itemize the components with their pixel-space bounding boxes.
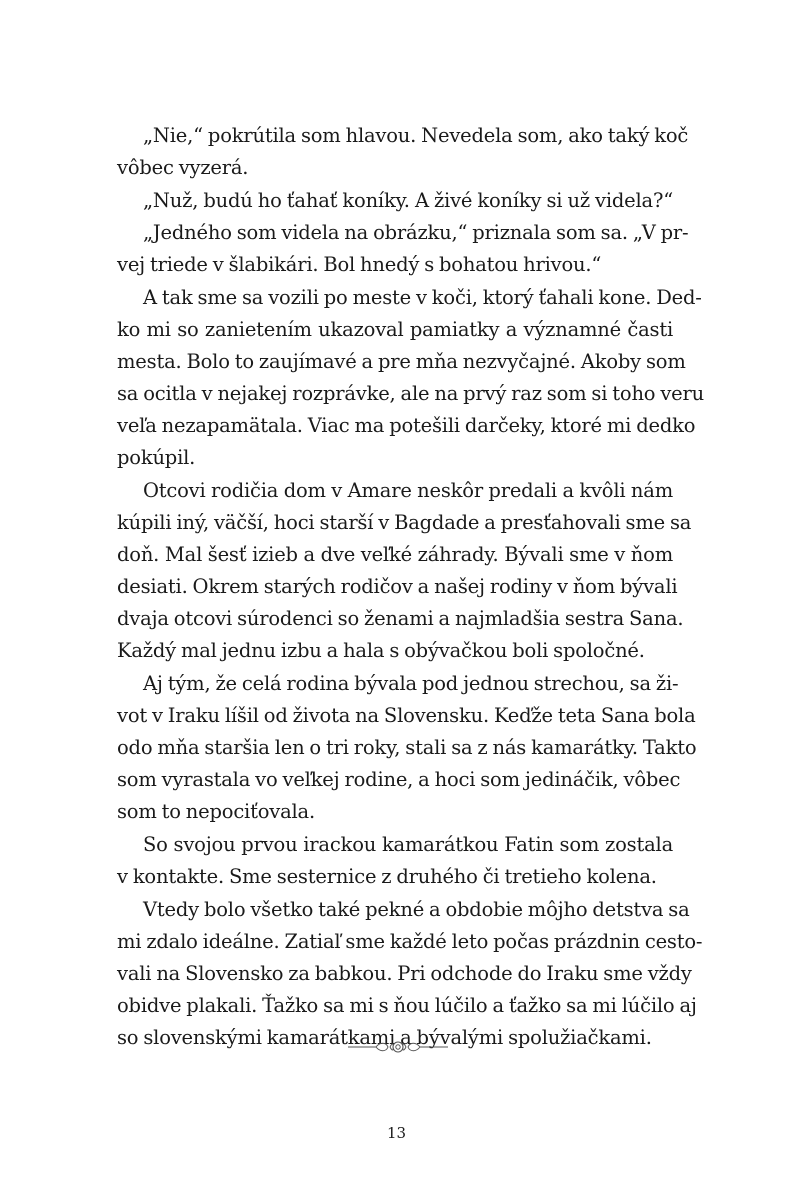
text-line: Otcovi rodičia dom v Amare neskôr predali a kvôli nám xyxy=(143,479,673,502)
text-line: „Jedného som videla na obrázku,“ priznala som sa. „V pr- xyxy=(143,221,689,244)
text-line: doň. Mal šesť izieb a dve veľké záhrady. Bývali sme v ňom xyxy=(117,543,673,566)
text-line: odo mňa staršia len o tri roky, stali sa z nás kamarátky. Takto xyxy=(117,736,697,759)
text-line: vali na Slovensko za babkou. Pri odchode do Iraku sme vždy xyxy=(117,962,692,985)
text-line: „Nie,“ pokrútila som hlavou. Nevedela som, ako taký koč xyxy=(143,124,689,147)
text-line: dvaja otcovi súrodenci so ženami a najmladšia sestra Sana. xyxy=(117,607,684,630)
text-line: vot v Iraku líšil od života na Slovensku. Keďže teta Sana bola xyxy=(117,704,696,727)
text-line: Každý mal jednu izbu a hala s obývačkou boli spoločné. xyxy=(117,639,645,662)
floral-divider-icon xyxy=(346,1036,450,1058)
text-line: So svojou prvou irackou kamarátkou Fatin som zostala xyxy=(143,833,673,856)
page-number: 13 xyxy=(386,1124,407,1142)
text-line: vôbec vyzerá. xyxy=(117,156,249,179)
text-line: som vyrastala vo veľkej rodine, a hoci som jedináčik, vôbec xyxy=(117,768,681,791)
text-line: vej triede v šlabikári. Bol hnedý s bohatou hrivou.“ xyxy=(117,253,602,276)
text-line: Vtedy bolo všetko také pekné a obdobie môjho detstva sa xyxy=(143,898,690,921)
text-line: obidve plakali. Ťažko sa mi s ňou lúčilo a ťažko sa mi lúčilo aj xyxy=(117,994,697,1017)
text-line: so slovenskými kamarátkami a bývalými spolužiačkami. xyxy=(117,1026,652,1049)
text-line: desiati. Okrem starých rodičov a našej rodiny v ňom bývali xyxy=(117,575,678,598)
text-line: mesta. Bolo to zaujímavé a pre mňa nezvyčajné. Akoby som xyxy=(117,350,686,373)
text-line: kúpili iný, väčší, hoci starší v Bagdade a presťahovali sme sa xyxy=(117,511,692,534)
text-line: v kontakte. Sme sesternice z druhého či tretieho kolena. xyxy=(117,865,657,888)
text-line: veľa nezapamätala. Viac ma potešili darčeky, ktoré mi dedko xyxy=(117,414,696,437)
text-line: mi zdalo ideálne. Zatiaľ sme každé leto počas prázdnin cesto- xyxy=(117,930,703,953)
text-line: A tak sme sa vozili po meste v koči, ktorý ťahali kone. Ded- xyxy=(143,286,702,309)
text-line: ko mi so zanietením ukazoval pamiatky a významné časti xyxy=(117,318,673,341)
text-line: Aj tým, že celá rodina bývala pod jednou strechou, sa ži- xyxy=(143,672,679,695)
text-line: pokúpil. xyxy=(117,446,196,469)
text-line: „Nuž, budú ho ťahať koníky. A živé koníky si už videla?“ xyxy=(143,189,673,212)
text-line: sa ocitla v nejakej rozprávke, ale na prvý raz som si toho veru xyxy=(117,382,704,405)
text-line: som to nepociťovala. xyxy=(117,800,315,823)
